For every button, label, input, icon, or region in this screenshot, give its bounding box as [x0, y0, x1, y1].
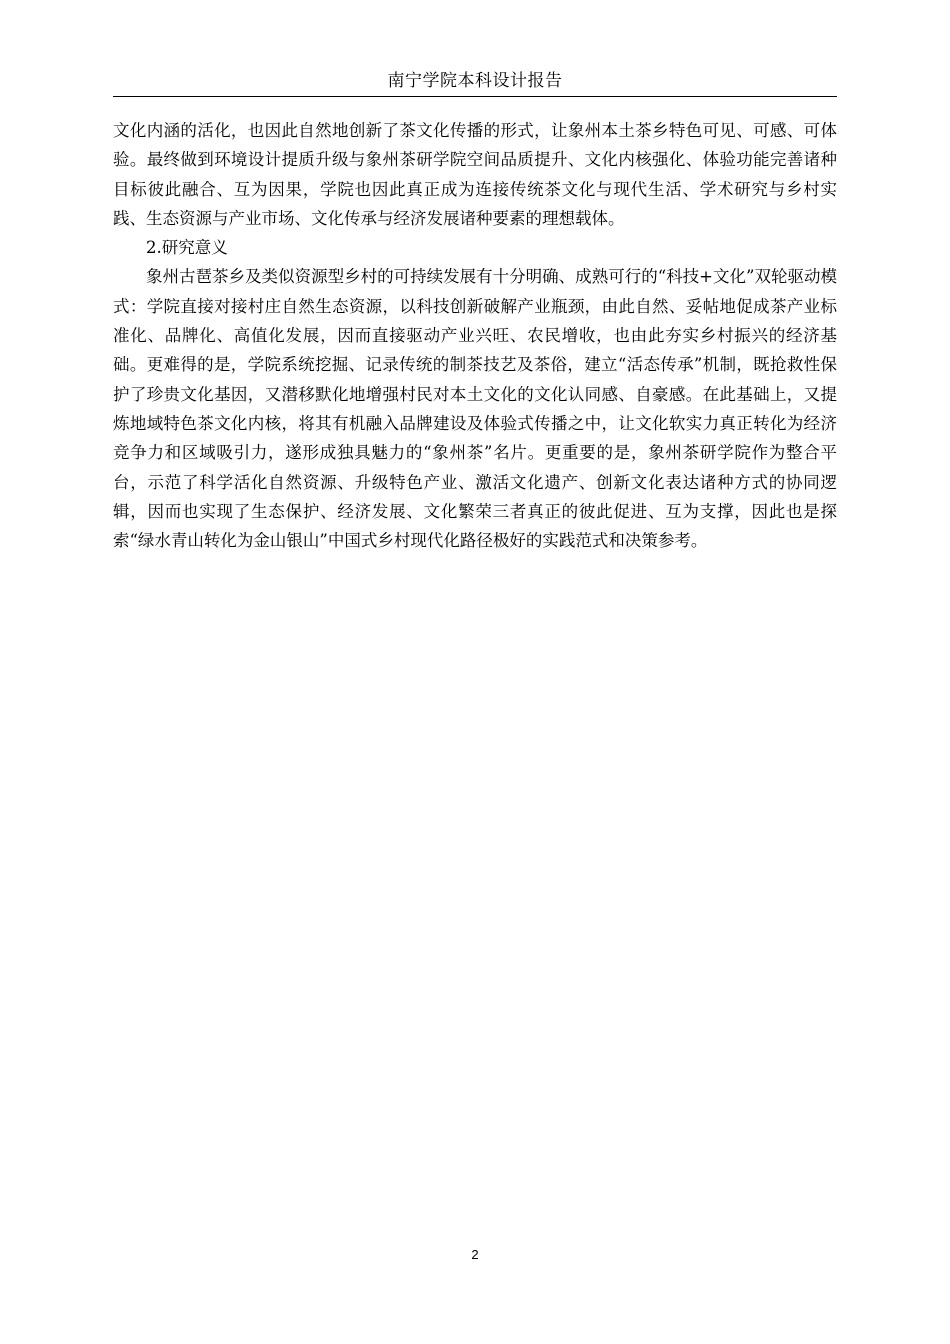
page-header: 南宁学院本科设计报告 — [113, 66, 837, 97]
document-body — [113, 116, 837, 555]
paragraph-research-significance: 象州古琶茶乡及类似资源型乡村的可持续发展有十分明确、成熟可行的“科技+文化”双轮驱动模式：学院直接对接村庄自然生态资源，以科技创新破解产业瓶颈，由此自然、妥帖地促成茶产业标准化、品牌化、高值化发展，因而直接驱动产业兴旺、农民增收，也由此夯实乡村振兴的经济基础。更难得的是，学院系统挖掘、记录传统的制茶技艺及茶俗，建立“活态传承”机制，既抢救性保护了珍贵文化基因，又潜移默化地增强村民对本土文化的文化认同感、自豪感。在此基础上，又提炼地域特色茶文化内核，将其有机融入品牌建设及体验式传播之中，让文化软实力真正转化为经济竞争力和区域吸引力，遂形成独具魅力的“象州茶”名片。更重要的是，象州茶研学院作为整合平台，示范了科学活化自然资源、升级特色产业、激活文化遗产、创新文化表达诸种方式的协同逻辑，因而也实现了生态保护、经济发展、文化繁荣三者真正的彼此促进、互为支撑，因此也是探索“绿水青山转化为金山银山”中国式乡村现代化路径极好的实践范式和决策参考。 — [113, 267, 837, 551]
page-number: 2 — [471, 1247, 479, 1262]
paragraph-continuation: 文化内涵的活化，也因此自然地创新了茶文化传播的形式，让象州本土茶乡特色可见、可感、可体验。最终做到环境设计提质升级与象州茶研学院空间品质提升、文化内核强化、体验功能完善诸种目标彼此融合、互为因果，学院也因此真正成为连接传统茶文化与现代生活、学术研究与乡村实践、生态资源与产业市场、文化传承与经济发展诸种要素的理想载体。 — [113, 121, 837, 228]
section-heading: 2.研究意义 — [146, 238, 228, 258]
